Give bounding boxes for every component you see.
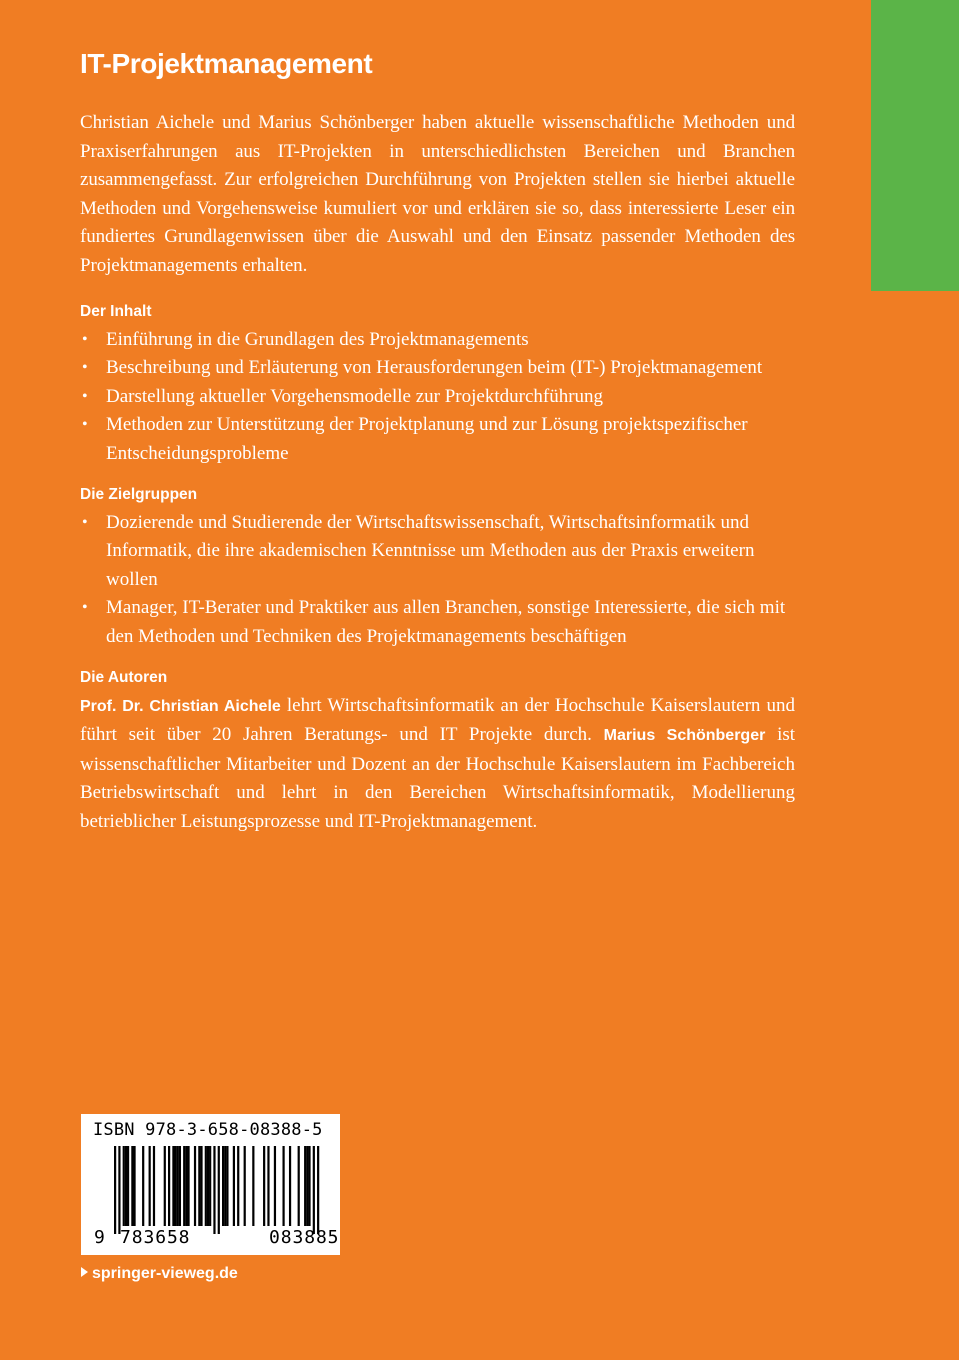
barcode-bar bbox=[131, 1146, 133, 1226]
barcode-bar bbox=[153, 1146, 155, 1226]
barcode-bar bbox=[179, 1146, 181, 1226]
barcode-bar bbox=[177, 1146, 179, 1226]
bullet-icon: • bbox=[82, 359, 88, 377]
barcode-bar bbox=[200, 1146, 202, 1226]
website-label: springer-vieweg.de bbox=[92, 1265, 238, 1282]
barcode-bar bbox=[308, 1146, 310, 1226]
isbn-label: ISBN 978-3-658-08388-5 bbox=[93, 1120, 323, 1140]
barcode-guard-bar bbox=[114, 1146, 116, 1234]
barcode-bar bbox=[222, 1146, 224, 1226]
list-item: • Dozierende und Studierende der Wirtschaftswissenschaft, Wirtschaftsinformatik und Informatik, die ihre akademischen Kenntnisse um Methoden aus der Praxis erweitern wollen bbox=[80, 509, 795, 595]
author2-bio: ist wissenschaftlicher Mitarbeiter und Dozent an der Hochschule Kaiserslautern im Fachbereich Betriebswirtschaft und lehrt in den Bereichen Wirtschaftsinformatik, Modellierung betrieblicher Leistungsprozesse und IT-Projektmanagement. bbox=[80, 724, 796, 832]
barcode-bar bbox=[289, 1146, 291, 1226]
author1-bio: lehrt Wirtschaftsinformatik an der Hochschule Kaiserslautern und führt seit über 20 Jahren Beratungs- und IT Projekte durch. bbox=[80, 694, 795, 746]
barcode-bar bbox=[306, 1146, 308, 1226]
barcode-bar bbox=[224, 1146, 226, 1226]
barcode-bar bbox=[149, 1146, 151, 1226]
autoren-heading: Die Autoren bbox=[80, 668, 168, 686]
back-cover-text bbox=[80, 109, 795, 836]
barcode-bar bbox=[252, 1146, 254, 1226]
barcode-bar bbox=[198, 1146, 200, 1226]
zielgruppen-heading: Die Zielgruppen bbox=[80, 485, 198, 503]
barcode-bar bbox=[209, 1146, 211, 1226]
inhalt-heading: Der Inhalt bbox=[80, 302, 152, 320]
intro-paragraph: Christian Aichele und Marius Schönberger haben aktuelle wissenschaftliche Methoden und Praxiserfahrungen aus IT-Projekten in unterschiedlichsten Bereichen und Branchen zusammengefasst. Zur erfolgreichen Durchführung von Projekten stellen sie hierbei aktuelle Methoden und Vorgehensweise kumuliert vor und erklären sie so, dass interessierte Leser ein fundiertes Grundlagenwissen über die Auswahl und den Einsatz passender Methoden des Projektmanagements erhalten. bbox=[80, 112, 795, 276]
authors-paragraph bbox=[80, 692, 795, 837]
barcode-bar bbox=[274, 1146, 276, 1226]
barcode-bar bbox=[207, 1146, 209, 1226]
barcode-guard-bar bbox=[218, 1146, 220, 1234]
barcode-bar bbox=[226, 1146, 228, 1226]
barcode-guard-bar bbox=[118, 1146, 120, 1234]
arrow-right-icon bbox=[81, 1267, 88, 1277]
author2-name: Marius Schönberger bbox=[603, 727, 766, 745]
barcode-bar bbox=[237, 1146, 239, 1226]
zielgruppen-list bbox=[80, 509, 795, 652]
ean-right-digits: 083885 bbox=[269, 1227, 340, 1248]
barcode-bar bbox=[127, 1146, 129, 1226]
bullet-icon: • bbox=[82, 416, 88, 434]
barcode-bar bbox=[174, 1146, 176, 1226]
barcode-guard-bar bbox=[313, 1146, 315, 1234]
barcode-guard-bar bbox=[317, 1146, 319, 1234]
barcode-bar bbox=[172, 1146, 174, 1226]
barcode-bar bbox=[263, 1146, 265, 1226]
bullet-icon: • bbox=[82, 599, 88, 617]
barcode-bar bbox=[304, 1146, 306, 1226]
barcode-bar bbox=[267, 1146, 269, 1226]
barcode-bar bbox=[187, 1146, 189, 1226]
barcode-bar bbox=[142, 1146, 144, 1226]
barcode-bar bbox=[233, 1146, 235, 1226]
bullet-icon: • bbox=[82, 513, 88, 531]
isbn-barcode bbox=[81, 1114, 340, 1255]
publisher-website[interactable] bbox=[81, 1263, 238, 1285]
list-item: • Darstellung aktueller Vorgehensmodelle zur Projektdurchführung bbox=[80, 383, 795, 412]
barcode-bar bbox=[282, 1146, 284, 1226]
barcode-bar bbox=[244, 1146, 246, 1226]
list-item: • Manager, IT-Berater und Praktiker aus allen Branchen, sonstige Interessierte, die sich mit den Methoden und Techniken des Projektmanagements beschäftigen bbox=[80, 594, 795, 651]
barcode-bar bbox=[205, 1146, 207, 1226]
barcode-bar bbox=[298, 1146, 300, 1226]
ean-left-digits: 783658 bbox=[120, 1227, 191, 1248]
barcode-bar bbox=[194, 1146, 196, 1226]
barcode-bar bbox=[125, 1146, 127, 1226]
barcode-bar bbox=[185, 1146, 187, 1226]
book-title: IT-Projektmanagement bbox=[80, 48, 373, 79]
list-item: • Einführung in die Grundlagen des Projektmanagements bbox=[80, 326, 795, 355]
bullet-icon: • bbox=[82, 330, 88, 348]
barcode-bar bbox=[183, 1146, 185, 1226]
author1-name: Prof. Dr. Christian Aichele bbox=[80, 697, 281, 715]
barcode-bar bbox=[164, 1146, 166, 1226]
barcode-bar bbox=[133, 1146, 135, 1226]
barcode-bar bbox=[123, 1146, 125, 1226]
barcode-bar bbox=[168, 1146, 170, 1226]
barcode-guard-bar bbox=[213, 1146, 215, 1234]
list-item: • Methoden zur Unterstützung der Projektplanung und zur Lösung projektspezifischer Entscheidungsprobleme bbox=[80, 411, 795, 468]
green-accent-tab bbox=[871, 0, 959, 291]
list-item: • Beschreibung und Erläuterung von Herausforderungen beim (IT-) Projektmanagement bbox=[80, 354, 795, 383]
ean-first-digit: 9 bbox=[94, 1227, 105, 1248]
bullet-icon: • bbox=[82, 387, 88, 405]
inhalt-list bbox=[80, 326, 795, 469]
